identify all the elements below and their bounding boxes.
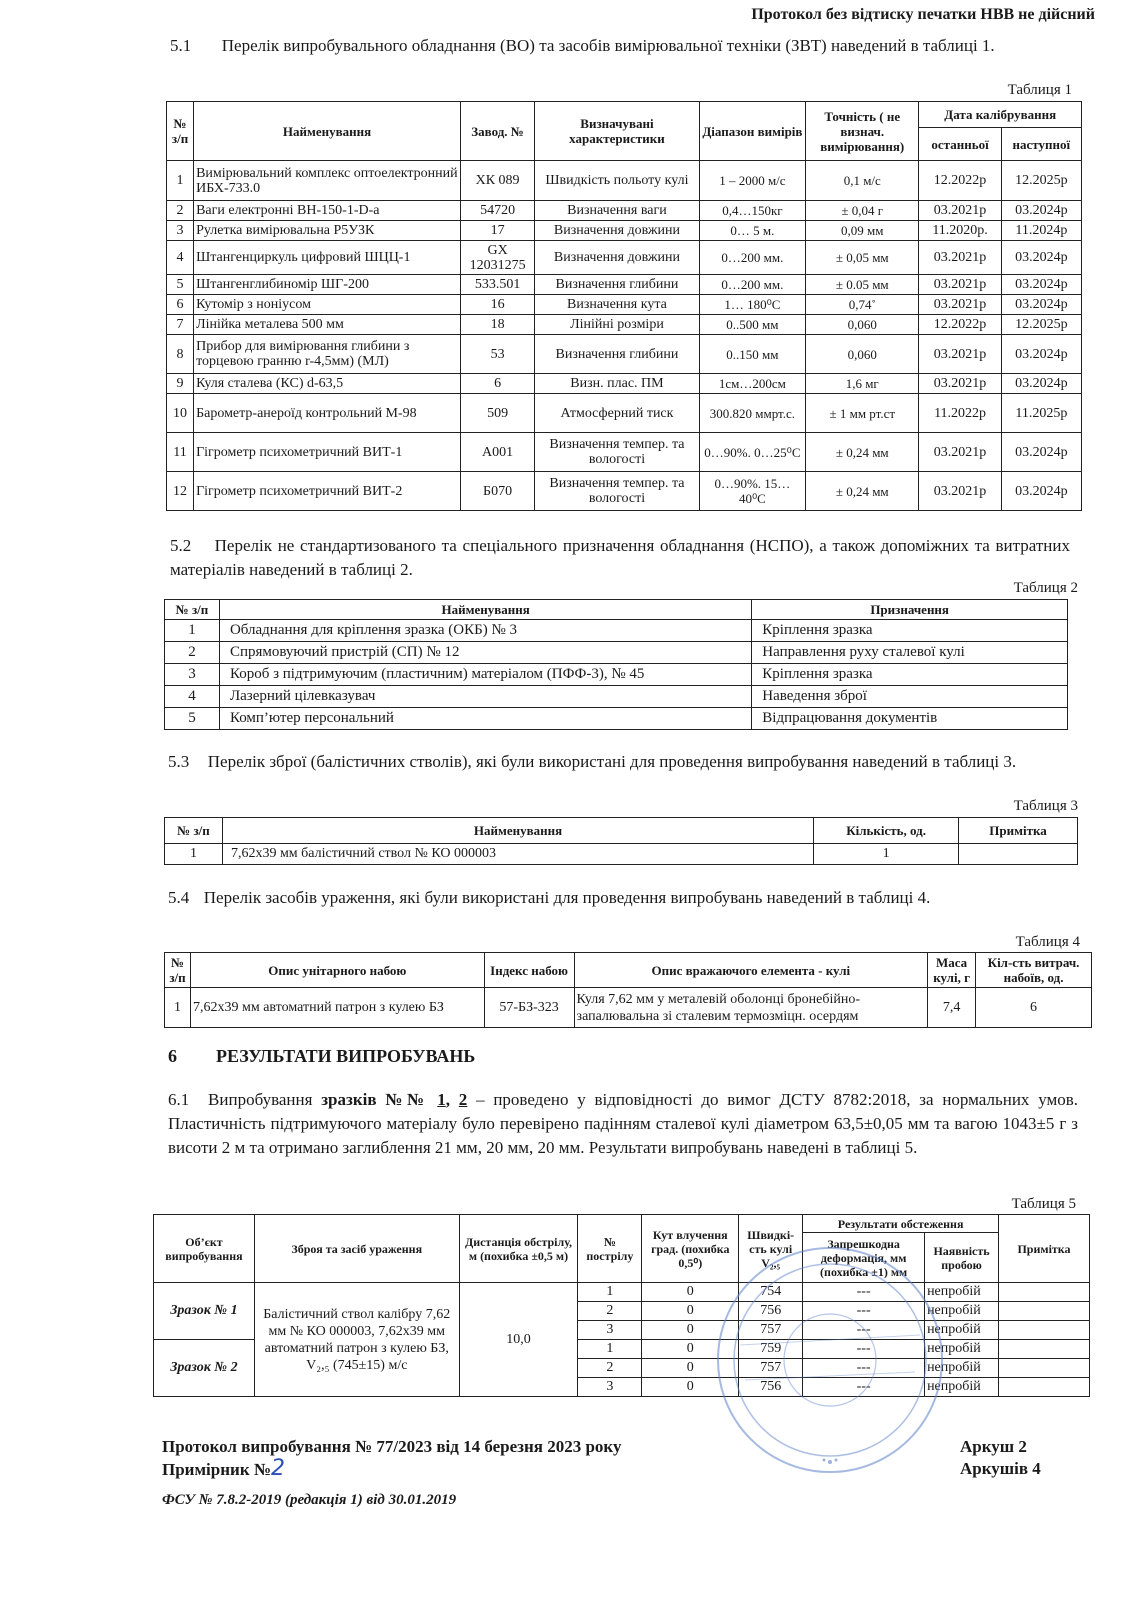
th-object: Об’єкт випробування [154, 1215, 255, 1283]
cell-sample: Зразок № 1 [154, 1283, 255, 1340]
cell-chars: Визначення довжини [535, 221, 700, 241]
cell-accuracy: 0,1 м/с [806, 161, 919, 201]
table-row [165, 642, 1068, 664]
th-calib: Дата калібрування [919, 102, 1082, 128]
cell-last-calib: 03.2021р [919, 335, 1001, 374]
table-row [165, 686, 1068, 708]
cell-range: 1… 180⁰С [699, 295, 805, 315]
cell-count: 6 [976, 988, 1092, 1028]
cell-name: Лінійка металева 500 мм [194, 315, 461, 335]
cell-purpose: Наведення зброї [752, 686, 1068, 708]
cell-serial: 16 [460, 295, 534, 315]
th-weapon: Зброя та засіб ураження [254, 1215, 459, 1283]
cell-last-calib: 03.2021р [919, 433, 1001, 472]
th-note: Примітка [959, 818, 1078, 844]
cell-num: 2 [167, 201, 194, 221]
table-row [167, 394, 1082, 433]
paragraph-5-1 [170, 34, 1075, 58]
cell-perforation: непробій [925, 1378, 999, 1397]
cell-shot: 1 [578, 1283, 642, 1302]
paragraph-text: Перелік не стандартизованого та спеціального призначення обладнання (НСПО), а також допоміжних та витратних матеріалів наведений в таблиці 2. [170, 536, 1070, 579]
cell-name: Штангенглибиномір ШГ-200 [194, 275, 461, 295]
cell-num: 9 [167, 374, 194, 394]
cell-num: 12 [167, 472, 194, 511]
th-name: Найменування [219, 600, 751, 620]
cell-chars: Атмосферний тиск [535, 394, 700, 433]
cell-range: 0..150 мм [699, 335, 805, 374]
th-angle: Кут влучення град. (похибка 0,5⁰) [642, 1215, 739, 1283]
cell-chars: Визначення глибини [535, 275, 700, 295]
sample-2-ref: 2 [458, 1090, 468, 1109]
th-results: Результати обстеження [803, 1215, 999, 1233]
table-3 [164, 817, 1078, 865]
th-qty: Кількість, од. [814, 818, 959, 844]
text-bold: зразків №№ [321, 1090, 438, 1109]
th-perf: Наявність пробою [925, 1233, 999, 1283]
cell-chars: Визначення глибини [535, 335, 700, 374]
cell-accuracy: ± 0,04 г [806, 201, 919, 221]
table-row [165, 988, 1092, 1028]
cell-chars: Визначення довжини [535, 241, 700, 275]
cell-name: Кутомір з ноніусом [194, 295, 461, 315]
table-row [165, 620, 1068, 642]
cell-note [959, 844, 1078, 865]
copy-line [162, 1458, 621, 1481]
cell-num: 11 [167, 433, 194, 472]
cell-range: 0,4…150кг [699, 201, 805, 221]
cell-range: 0… 5 м. [699, 221, 805, 241]
table1-caption: Таблиця 1 [1007, 82, 1072, 98]
th-distance: Дистанція обстрілу, м (похибка ±0,5 м) [459, 1215, 578, 1283]
cell-purpose: Направлення руху сталевої кулі [752, 642, 1068, 664]
table-row [165, 708, 1068, 730]
paragraph-text: Перелік засобів ураження, які були використані для проведення випробувань наведений в таблиці 4. [203, 888, 931, 907]
cell-chars: Лінійні розміри [535, 315, 700, 335]
table-5 [153, 1214, 1090, 1397]
cell-serial: GX 12031275 [460, 241, 534, 275]
cell-note [999, 1283, 1090, 1302]
cell-serial: 6 [460, 374, 534, 394]
cell-note [999, 1378, 1090, 1397]
cell-serial: 53 [460, 335, 534, 374]
th-last: останньої [919, 128, 1001, 161]
paragraph-number: 6.1 [168, 1090, 190, 1109]
cell-next-calib: 03.2024р [1001, 295, 1081, 315]
cell-serial: ХК 089 [460, 161, 534, 201]
cell-speed: 756 [739, 1378, 803, 1397]
paragraph-number: 5.2 [170, 536, 192, 555]
copy-label: Примірник № [162, 1460, 271, 1479]
table-row [167, 275, 1082, 295]
protocol-title: Протокол випробування № 77/2023 від 14 березня 2023 року [162, 1437, 622, 1456]
th-count: Кіл-сть витрач. набоїв, од. [976, 953, 1092, 988]
cell-num: 8 [167, 335, 194, 374]
cell-name: Обладнання для кріплення зразка (ОКБ) № 3 [219, 620, 751, 642]
cell-accuracy: ± 1 мм рт.ст [806, 394, 919, 433]
cell-purpose: Відпрацювання документів [752, 708, 1068, 730]
cell-next-calib: 03.2024р [1001, 472, 1081, 511]
cell-accuracy: 0,74˚ [806, 295, 919, 315]
cell-accuracy: 0,060 [806, 335, 919, 374]
cell-accuracy: 1,6 мг [806, 374, 919, 394]
footer-right [960, 1436, 1041, 1480]
cell-next-calib: 11.2025р [1001, 394, 1081, 433]
cell-range: 0..500 мм [699, 315, 805, 335]
paragraph-6-1 [168, 1088, 1078, 1160]
table5-caption: Таблиця 5 [1011, 1196, 1076, 1212]
text-rest: – проведено у відповідності до вимог ДСТУ 8782:2018, за нормальних умов. Пластичність підтримуючого матеріалу було перевірено падінням сталевої кулі діаметром 63,5±0,05 мм та вагою 1043±5 г з висоти 2 м та отримано заглиблення 21 мм, 20 мм, 20 мм. Результати випробувань наведені в таблиці 5. [168, 1090, 1079, 1157]
table-row [167, 241, 1082, 275]
cell-name: Гігрометр психометричний ВИТ-1 [194, 433, 461, 472]
th-num: № з/п [167, 102, 194, 161]
th-desc: Опис унітарного набою [190, 953, 484, 988]
cell-deform: --- [803, 1378, 925, 1397]
cell-range: 0…90%. 15…40⁰С [699, 472, 805, 511]
cell-angle: 0 [642, 1378, 739, 1397]
cell-perforation: непробій [925, 1321, 999, 1340]
cell-mass: 7,4 [928, 988, 976, 1028]
th-num: № з/п [165, 818, 223, 844]
cell-name: Ваги електронні ВН-150-1-D-а [194, 201, 461, 221]
text-pre: Випробування [208, 1090, 322, 1109]
cell-next-calib: 12.2025р [1001, 161, 1081, 201]
cell-speed: 757 [739, 1321, 803, 1340]
cell-serial: 17 [460, 221, 534, 241]
cell-next-calib: 03.2024р [1001, 241, 1081, 275]
cell-name: Короб з підтримуючим (пластичним) матеріалом (ПФФ-3), № 45 [219, 664, 751, 686]
paragraph-number: 5.4 [168, 888, 190, 907]
cell-last-calib: 03.2021р [919, 374, 1001, 394]
table2-caption: Таблиця 2 [1013, 580, 1078, 596]
th-num: № з/п [165, 600, 220, 620]
cell-angle: 0 [642, 1340, 739, 1359]
cell-shot: 3 [578, 1321, 642, 1340]
table-4 [164, 952, 1092, 1028]
cell-speed: 754 [739, 1283, 803, 1302]
th-name: Найменування [222, 818, 813, 844]
cell-purpose: Кріплення зразка [752, 664, 1068, 686]
th-name: Найменування [194, 102, 461, 161]
table-2 [164, 599, 1068, 730]
cell-last-calib: 03.2021р [919, 295, 1001, 315]
th-num: № з/п [165, 953, 191, 988]
text-comma: , [445, 1090, 459, 1109]
cell-name: Комп’ютер персональний [219, 708, 751, 730]
cell-last-calib: 12.2022р [919, 315, 1001, 335]
table-row [167, 433, 1082, 472]
cell-name: Барометр-анероїд контрольний М-98 [194, 394, 461, 433]
cell-deform: --- [803, 1359, 925, 1378]
cell-num: 3 [165, 664, 220, 686]
th-purpose: Призначення [752, 600, 1068, 620]
cell-deform: --- [803, 1283, 925, 1302]
cell-accuracy: ± 0.05 мм [806, 275, 919, 295]
sheet-number: Аркуш 2 [960, 1437, 1027, 1456]
cell-name: Вимірювальний комплекс оптоелектронний ИБХ-733.0 [194, 161, 461, 201]
cell-range: 0…90%. 0…25⁰С [699, 433, 805, 472]
cell-note [999, 1302, 1090, 1321]
cell-angle: 0 [642, 1283, 739, 1302]
cell-purpose: Кріплення зразка [752, 620, 1068, 642]
cell-num: 4 [165, 686, 220, 708]
form-code: ФСУ № 7.8.2-2019 (редакція 1) від 30.01.2019 [162, 1492, 457, 1508]
cell-name: Гігрометр психометричний ВИТ-2 [194, 472, 461, 511]
copy-number: 2 [270, 1456, 285, 1481]
cell-speed: 759 [739, 1340, 803, 1359]
header-note: Протокол без відтиску печатки НВВ не дійсний [751, 6, 1095, 23]
paragraph-number: 5.1 [170, 36, 192, 55]
table-row [165, 844, 1078, 865]
cell-range: 0…200 мм. [699, 241, 805, 275]
cell-last-calib: 03.2021р [919, 201, 1001, 221]
table-row [167, 295, 1082, 315]
cell-chars: Визначення кута [535, 295, 700, 315]
cell-num: 4 [167, 241, 194, 275]
cell-serial: 54720 [460, 201, 534, 221]
cell-perforation: непробій [925, 1340, 999, 1359]
table4-caption: Таблиця 4 [1015, 934, 1080, 950]
cell-next-calib: 03.2024р [1001, 433, 1081, 472]
cell-angle: 0 [642, 1302, 739, 1321]
table3-caption: Таблиця 3 [1013, 798, 1078, 814]
cell-note [999, 1340, 1090, 1359]
paragraph-text: Перелік випробувального обладнання (ВО) та засобів вимірювальної техніки (ЗВТ) наведений в таблиці 1. [221, 36, 995, 55]
cell-name: Рулетка вимірювальна Р5УЗК [194, 221, 461, 241]
table-row [167, 161, 1082, 201]
paragraph-5-4 [168, 886, 1082, 910]
cell-num: 5 [165, 708, 220, 730]
cell-num: 1 [165, 988, 191, 1028]
cell-chars: Визначення темпер. та вологості [535, 433, 700, 472]
cell-last-calib: 11.2022р [919, 394, 1001, 433]
cell-next-calib: 03.2024р [1001, 275, 1081, 295]
cell-serial: 533.501 [460, 275, 534, 295]
th-shot: № пострілу [578, 1215, 642, 1283]
th-next: наступної [1001, 128, 1081, 161]
sample-1-ref: 1 [437, 1090, 446, 1109]
cell-serial: Б070 [460, 472, 534, 511]
cell-chars: Визн. плас. ПМ [535, 374, 700, 394]
cell-sample: Зразок № 2 [154, 1340, 255, 1397]
cell-next-calib: 03.2024р [1001, 201, 1081, 221]
th-note: Примітка [999, 1215, 1090, 1283]
cell-angle: 0 [642, 1359, 739, 1378]
cell-serial: А001 [460, 433, 534, 472]
paragraph-5-2 [170, 534, 1070, 582]
cell-range: 0…200 мм. [699, 275, 805, 295]
cell-num: 1 [165, 844, 223, 865]
cell-range: 1см…200см [699, 374, 805, 394]
cell-last-calib: 11.2020р. [919, 221, 1001, 241]
cell-index: 57-БЗ-323 [484, 988, 574, 1028]
cell-accuracy: 0,060 [806, 315, 919, 335]
th-index: Індекс набою [484, 953, 574, 988]
cell-last-calib: 03.2021р [919, 472, 1001, 511]
table-row [167, 374, 1082, 394]
cell-name: 7,62х39 мм балістичний ствол № КО 000003 [222, 844, 813, 865]
cell-next-calib: 03.2024р [1001, 335, 1081, 374]
table-1 [166, 101, 1082, 511]
cell-weapon: Балістичний ствол калібру 7,62 мм № КО 000003, 7,62х39 мм автоматний патрон з кулею БЗ, V₂,₅ (745±15) м/с [254, 1283, 459, 1397]
cell-speed: 756 [739, 1302, 803, 1321]
cell-speed: 757 [739, 1359, 803, 1378]
cell-distance: 10,0 [459, 1283, 578, 1397]
cell-next-calib: 12.2025р [1001, 315, 1081, 335]
cell-serial: 18 [460, 315, 534, 335]
cell-next-calib: 03.2024р [1001, 374, 1081, 394]
cell-accuracy: ± 0,24 мм [806, 472, 919, 511]
cell-angle: 0 [642, 1321, 739, 1340]
th-elem: Опис вражаючого елемента - кулі [574, 953, 928, 988]
cell-num: 1 [167, 161, 194, 201]
cell-deform: --- [803, 1302, 925, 1321]
th-accuracy: Точність ( не визнач. вимірювання) [806, 102, 919, 161]
th-deform: Запрешкодна деформація, мм (похибка ±1) мм [803, 1233, 925, 1283]
cell-deform: --- [803, 1321, 925, 1340]
cell-next-calib: 11.2024р [1001, 221, 1081, 241]
th-mass: Маса кулі, г [928, 953, 976, 988]
section-6-heading [168, 1046, 475, 1067]
sheets-total: Аркушів 4 [960, 1459, 1041, 1478]
cell-chars: Швидкість польоту кулі [535, 161, 700, 201]
cell-desc: 7,62х39 мм автоматний патрон з кулею БЗ [190, 988, 484, 1028]
cell-accuracy: 0,09 мм [806, 221, 919, 241]
table-row [167, 315, 1082, 335]
cell-qty: 1 [814, 844, 959, 865]
cell-num: 5 [167, 275, 194, 295]
section-title: РЕЗУЛЬТАТИ ВИПРОБУВАНЬ [216, 1046, 476, 1066]
cell-deform: --- [803, 1340, 925, 1359]
cell-num: 10 [167, 394, 194, 433]
cell-chars: Визначення темпер. та вологості [535, 472, 700, 511]
cell-num: 1 [165, 620, 220, 642]
cell-accuracy: ± 0,05 мм [806, 241, 919, 275]
table-row [167, 335, 1082, 374]
footer-left [162, 1436, 621, 1481]
cell-last-calib: 03.2021р [919, 241, 1001, 275]
table-row [167, 221, 1082, 241]
cell-shot: 2 [578, 1302, 642, 1321]
cell-name: Спрямовуючий пристрій (СП) № 12 [219, 642, 751, 664]
cell-num: 2 [165, 642, 220, 664]
table-row [167, 201, 1082, 221]
th-serial: Завод. № [460, 102, 534, 161]
table-row [165, 664, 1068, 686]
cell-name: Куля сталева (КС) d-63,5 [194, 374, 461, 394]
cell-perforation: непробій [925, 1302, 999, 1321]
cell-num: 7 [167, 315, 194, 335]
cell-range: 300.820 ммрт.с. [699, 394, 805, 433]
th-chars: Визначувані характеристики [535, 102, 700, 161]
cell-last-calib: 03.2021р [919, 275, 1001, 295]
cell-name: Прибор для вимірювання глибини з торцевою гранню r-4,5мм) (МЛ) [194, 335, 461, 374]
table-row [154, 1283, 1090, 1302]
cell-range: 1 – 2000 м/с [699, 161, 805, 201]
cell-shot: 2 [578, 1359, 642, 1378]
section-number: 6 [168, 1046, 177, 1066]
cell-accuracy: ± 0,24 мм [806, 433, 919, 472]
cell-serial: 509 [460, 394, 534, 433]
cell-element: Куля 7,62 мм у металевій оболонці бронебійно-запалювальна зі сталевим термозміцн. осердям [574, 988, 928, 1028]
cell-perforation: непробій [925, 1359, 999, 1378]
paragraph-number: 5.3 [168, 752, 190, 771]
cell-chars: Визначення ваги [535, 201, 700, 221]
th-range: Діапазон вимірів [699, 102, 805, 161]
cell-shot: 1 [578, 1340, 642, 1359]
cell-last-calib: 12.2022р [919, 161, 1001, 201]
cell-perforation: непробій [925, 1283, 999, 1302]
cell-num: 6 [167, 295, 194, 315]
cell-note [999, 1321, 1090, 1340]
cell-note [999, 1359, 1090, 1378]
paragraph-5-3 [168, 750, 1068, 774]
cell-num: 3 [167, 221, 194, 241]
cell-name: Штангенциркуль цифровий ШЦЦ-1 [194, 241, 461, 275]
th-speed: Швидкі-сть кулі V₂,₅ [739, 1215, 803, 1283]
cell-name: Лазерний цілевказувач [219, 686, 751, 708]
table-row [167, 472, 1082, 511]
cell-shot: 3 [578, 1378, 642, 1397]
paragraph-text: Перелік зброї (балістичних стволів), які були використані для проведення випробування наведений в таблиці 3. [207, 752, 1017, 771]
